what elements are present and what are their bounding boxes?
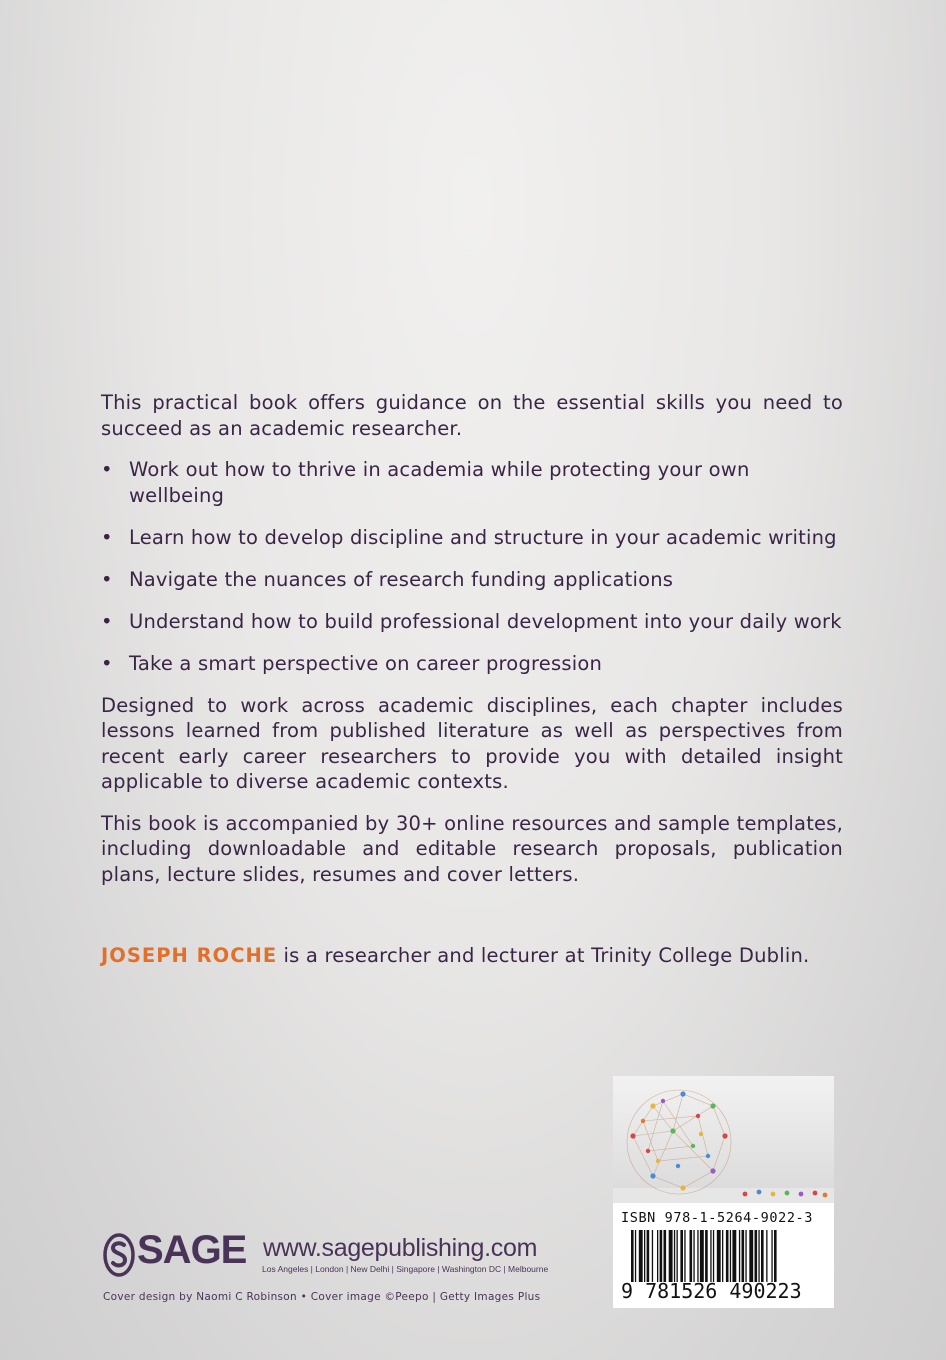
isbn-number: ISBN 978-1-5264-9022-3 xyxy=(621,1210,814,1226)
sage-logo-icon xyxy=(103,1232,135,1278)
back-cover-blurb xyxy=(101,390,843,903)
cover-credits: Cover design by Naomi C Robinson • Cover image ©Peepo | Getty Images Plus xyxy=(103,1291,541,1303)
barcode-panel xyxy=(613,1076,834,1308)
feature-list xyxy=(101,457,843,676)
list-item: • Learn how to develop discipline and structure in your academic writing xyxy=(101,525,837,549)
bullet-icon: • xyxy=(101,651,113,675)
list-item: • Take a smart perspective on career progression xyxy=(101,651,603,675)
list-item: • Navigate the nuances of research funding applications xyxy=(101,567,674,591)
chapters-paragraph: Designed to work across academic disciplines, each chapter includes lessons learned from published literature as well as perspectives from recent early career researchers to provide you with detailed insight applicable to diverse academic contexts. xyxy=(101,693,843,793)
publisher-cities: Los Angeles | London | New Delhi | Singapore | Washington DC | Melbourne xyxy=(262,1264,549,1274)
sage-logo-text: SAGE xyxy=(137,1228,247,1272)
ean-digits: 9 781526 490223 xyxy=(621,1279,802,1303)
bullet-icon: • xyxy=(101,525,113,549)
list-item: • Work out how to thrive in academia while protecting your own wellbeing xyxy=(101,458,750,507)
bullet-icon: • xyxy=(101,567,113,591)
resources-paragraph: This book is accompanied by 30+ online resources and sample templates, including downloadable and editable research proposals, publication plans, lecture slides, resumes and cover letters. xyxy=(101,811,843,886)
list-item: • Understand how to build professional development into your daily work xyxy=(101,609,842,633)
author-description: is a researcher and lecturer at Trinity College Dublin. xyxy=(277,944,810,967)
author-name: JOSEPH ROCHE xyxy=(101,944,278,967)
publisher-url: www.sagepublishing.com xyxy=(263,1234,538,1262)
bullet-icon: • xyxy=(101,458,113,481)
network-sphere-image xyxy=(613,1076,834,1203)
bullet-icon: • xyxy=(101,609,113,633)
intro-paragraph: This practical book offers guidance on the essential skills you need to succeed as an academic researcher. xyxy=(101,391,843,440)
author-bio xyxy=(101,943,809,968)
barcode-icon xyxy=(631,1230,821,1282)
